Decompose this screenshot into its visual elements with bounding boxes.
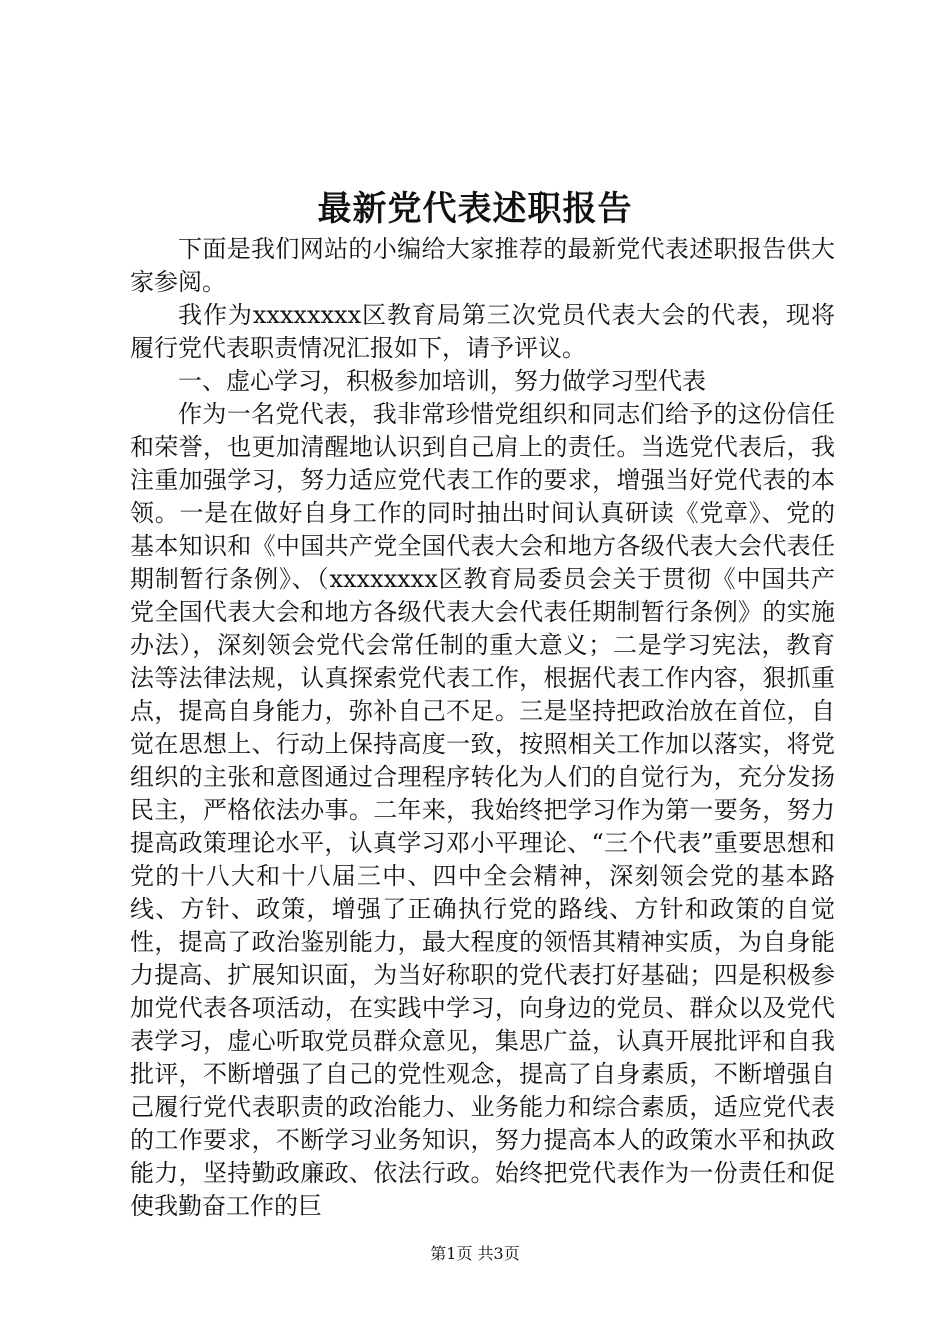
- intro-paragraph: 下面是我们网站的小编给大家推荐的最新党代表述职报告供大家参阅。: [130, 235, 835, 296]
- body-paragraph: 作为一名党代表，我非常珍惜党组织和同志们给予的这份信任和荣誉，也更加清醒地认识到自己肩上的责任。当选党代表后，我注重加强学习，努力适应党代表工作的要求，增强当好党代表的本领。一是在做好自身工作的同时抽出时间认真研读《党章》、党的基本知识和《中国共产党全国代表大会和地方各级代表大会代表任期制暂行条例》、（xxxxxxxx区教育局委员会关于贯彻《中国共产党全国代表大会和地方各级代表大会代表任期制暂行条例》的实施办法），深刻领会党代会常任制的重大意义；二是学习宪法，教育法等法律法规，认真探索党代表工作，根据代表工作内容，狠抓重点，提高自身能力，弥补自己不足。三是坚持把政治放在首位，自觉在思想上、行动上保持高度一致，按照相关工作加以落实，将党组织的主张和意图通过合理程序转化为人们的自觉行为，充分发扬民主，严格依法办事。二年来，我始终把学习作为第一要务，努力提高政策理论水平，认真学习邓小平理论、“三个代表”重要思想和党的十八大和十八届三中、四中全会精神，深刻领会党的基本路线、方针、政策，增强了正确执行党的路线、方针和政策的自觉性，提高了政治鉴别能力，最大程度的领悟其精神实质，为自身能力提高、扩展知识面，为当好称职的党代表打好基础；四是积极参加党代表各项活动，在实践中学习，向身边的党员、群众以及党代表学习，虚心听取党员群众意见，集思广益，认真开展批评和自我批评，不断增强了自己的党性观念，提高了自身素质，不断增强自己履行党代表职责的政治能力、业务能力和综合素质，适应党代表的工作要求，不断学习业务知识，努力提高本人的政策水平和执政能力，坚持勤政廉政、依法行政。始终把党代表作为一份责任和促使我勤奋工作的巨: [130, 400, 835, 1220]
- document-title: 最新党代表述职报告: [317, 189, 633, 229]
- section-heading: 一、虚心学习，积极参加培训，努力做学习型代表: [178, 367, 706, 395]
- opening-paragraph: 我作为xxxxxxxx区教育局第三次党员代表大会的代表，现将履行党代表职责情况汇报如下，请予评议。: [130, 301, 835, 362]
- page-number-footer: 第1页 共3页: [430, 1244, 520, 1263]
- document-body: [130, 233, 835, 1223]
